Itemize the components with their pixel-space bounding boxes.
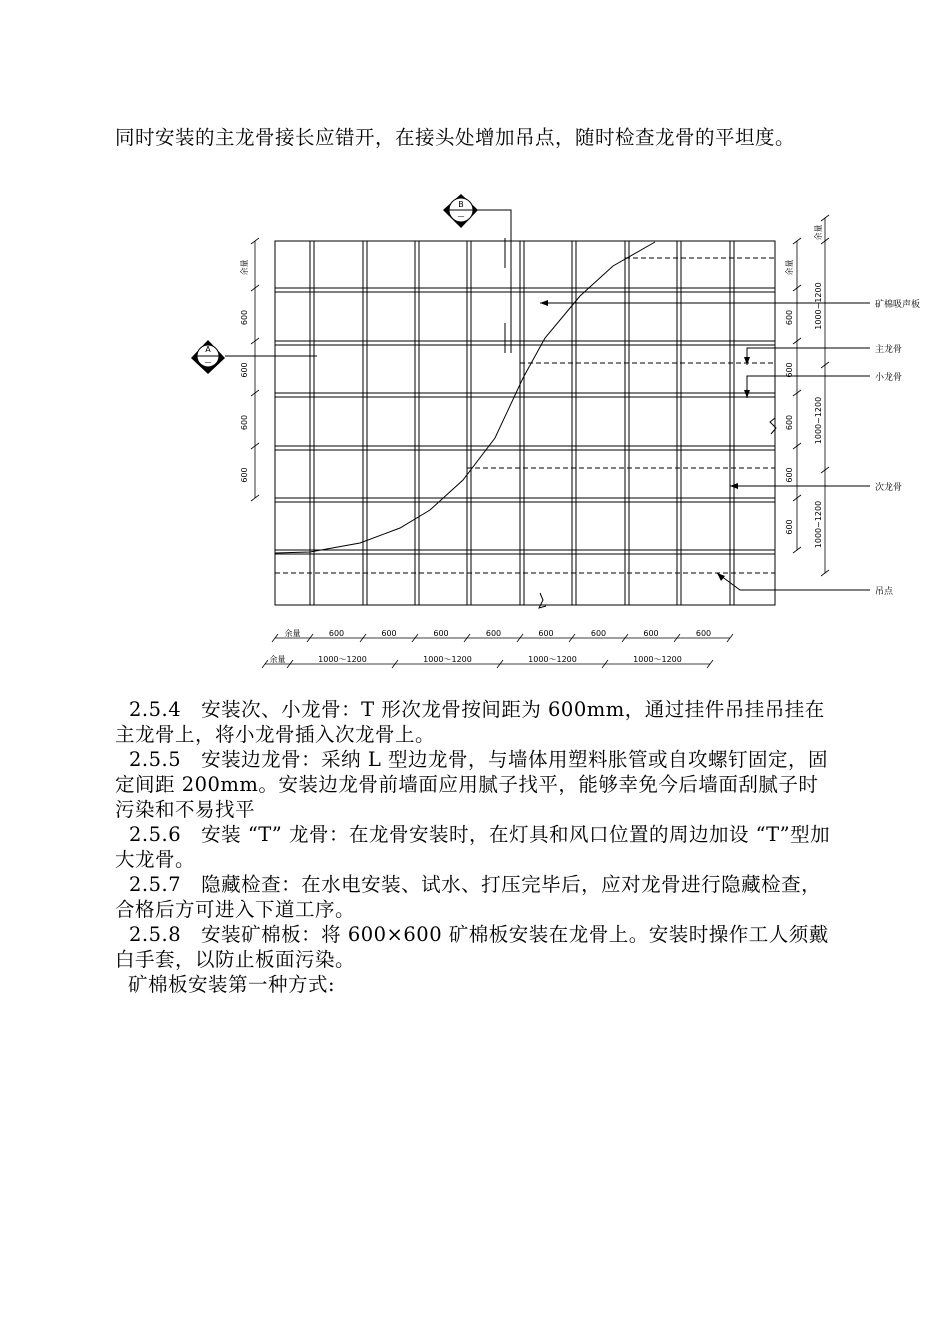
marker-b-sub: — bbox=[457, 212, 465, 220]
dimension-label: 600 bbox=[240, 414, 249, 431]
callout-hanger bbox=[717, 573, 894, 597]
intro-paragraph: 同时安装的主龙骨接长应错开，在接头处增加吊点，随时检查龙骨的平坦度。 bbox=[115, 126, 796, 149]
section-text: 安装次、小龙骨：T 形次龙骨按间距为 600mm，通过挂件吊挂吊挂在主龙骨上，将小龙骨插入次龙骨上。 bbox=[115, 698, 825, 746]
dimension-label: 1000～1200 bbox=[528, 655, 577, 664]
section-text: 安装边龙骨：采纳 L 型边龙骨，与墙体用塑料胀管或自攻螺钉固定，固定间距 200mm。安装边龙骨前墙面应用腻子找平，能够幸免今后墙面刮腻子时污染和不易找平 bbox=[115, 748, 828, 821]
dimension-label: 1000~1200 bbox=[814, 500, 823, 549]
callout-small-keel bbox=[744, 371, 902, 398]
dimension-label: 1000~1200 bbox=[814, 282, 823, 330]
section-paragraph bbox=[115, 822, 835, 872]
callout-main-keel-label: 主龙骨 bbox=[875, 345, 903, 355]
dimension-label: 600 bbox=[785, 467, 794, 483]
dimension-label: 600 bbox=[643, 629, 659, 638]
dimension-label: 1000～1200 bbox=[633, 655, 682, 664]
section-number: 2.5.4 bbox=[129, 698, 182, 721]
section-number: 2.5.8 bbox=[129, 923, 182, 946]
dimension-label: 600 bbox=[695, 629, 712, 638]
dimension-label: 600 bbox=[433, 629, 449, 638]
section-paragraph bbox=[115, 922, 835, 972]
dimension-label: 600 bbox=[485, 629, 502, 638]
callout-hanger-label: 吊点 bbox=[875, 587, 894, 597]
section-text: 安装矿棉板：将 600×600 矿棉板安装在龙骨上。安装时操作工人须戴白手套，以防止板面污染。 bbox=[115, 923, 829, 971]
dimension-label: 600 bbox=[381, 629, 397, 638]
callout-main-keel bbox=[744, 343, 902, 365]
dimension-label: 1000~1200 bbox=[814, 396, 823, 445]
dimension-label: 余量 bbox=[269, 655, 286, 664]
dimension-label: 600 bbox=[328, 629, 345, 638]
dimension-label: 余量 bbox=[814, 224, 823, 241]
ceiling-grid-diagram bbox=[185, 188, 935, 678]
section-paragraph bbox=[115, 872, 835, 922]
dimension-label: 600 bbox=[785, 362, 794, 378]
section-number: 2.5.7 bbox=[129, 873, 182, 896]
dimension-label: 1000～1200 bbox=[318, 655, 367, 664]
section-text: 安装 “T” 龙骨：在龙骨安装时，在灯具和风口位置的周边加设 “T”型加大龙骨。 bbox=[115, 823, 831, 871]
dimension-label: 600 bbox=[240, 309, 249, 326]
dimension-label: 1000～1200 bbox=[423, 655, 472, 664]
dimension-label: 600 bbox=[785, 519, 794, 535]
callout-panel-label: 矿棉吸声板 bbox=[875, 300, 921, 310]
section-paragraph bbox=[115, 747, 835, 822]
dimension-label: 余量 bbox=[240, 259, 249, 276]
dimension-label: 600 bbox=[240, 362, 249, 378]
callout-secondary-keel bbox=[730, 481, 902, 493]
dimension-label: 600 bbox=[785, 414, 794, 431]
callout-small-keel-label: 小龙骨 bbox=[875, 373, 903, 383]
marker-a-label: A bbox=[205, 345, 211, 354]
section-number: 2.5.6 bbox=[129, 823, 182, 846]
section-text: 隐藏检查：在水电安装、试水、打压完毕后，应对龙骨进行隐藏检查，合格后方可进入下道工序。 bbox=[115, 873, 822, 921]
final-line: 矿棉板安装第一种方式: bbox=[128, 973, 336, 996]
dimension-label: 600 bbox=[538, 629, 554, 638]
dimension-label: 600 bbox=[590, 629, 607, 638]
dimension-label: 600 bbox=[785, 309, 794, 326]
dimension-label: 余量 bbox=[284, 629, 301, 638]
callout-secondary-keel-label: 次龙骨 bbox=[875, 483, 903, 493]
section-paragraph bbox=[115, 697, 835, 747]
marker-b-label: B bbox=[458, 200, 464, 209]
marker-a-sub: — bbox=[204, 358, 212, 366]
dimension-label: 余量 bbox=[785, 259, 794, 276]
section-number: 2.5.5 bbox=[129, 748, 182, 771]
dimension-label: 600 bbox=[240, 467, 249, 483]
section-marker-b bbox=[443, 194, 511, 353]
